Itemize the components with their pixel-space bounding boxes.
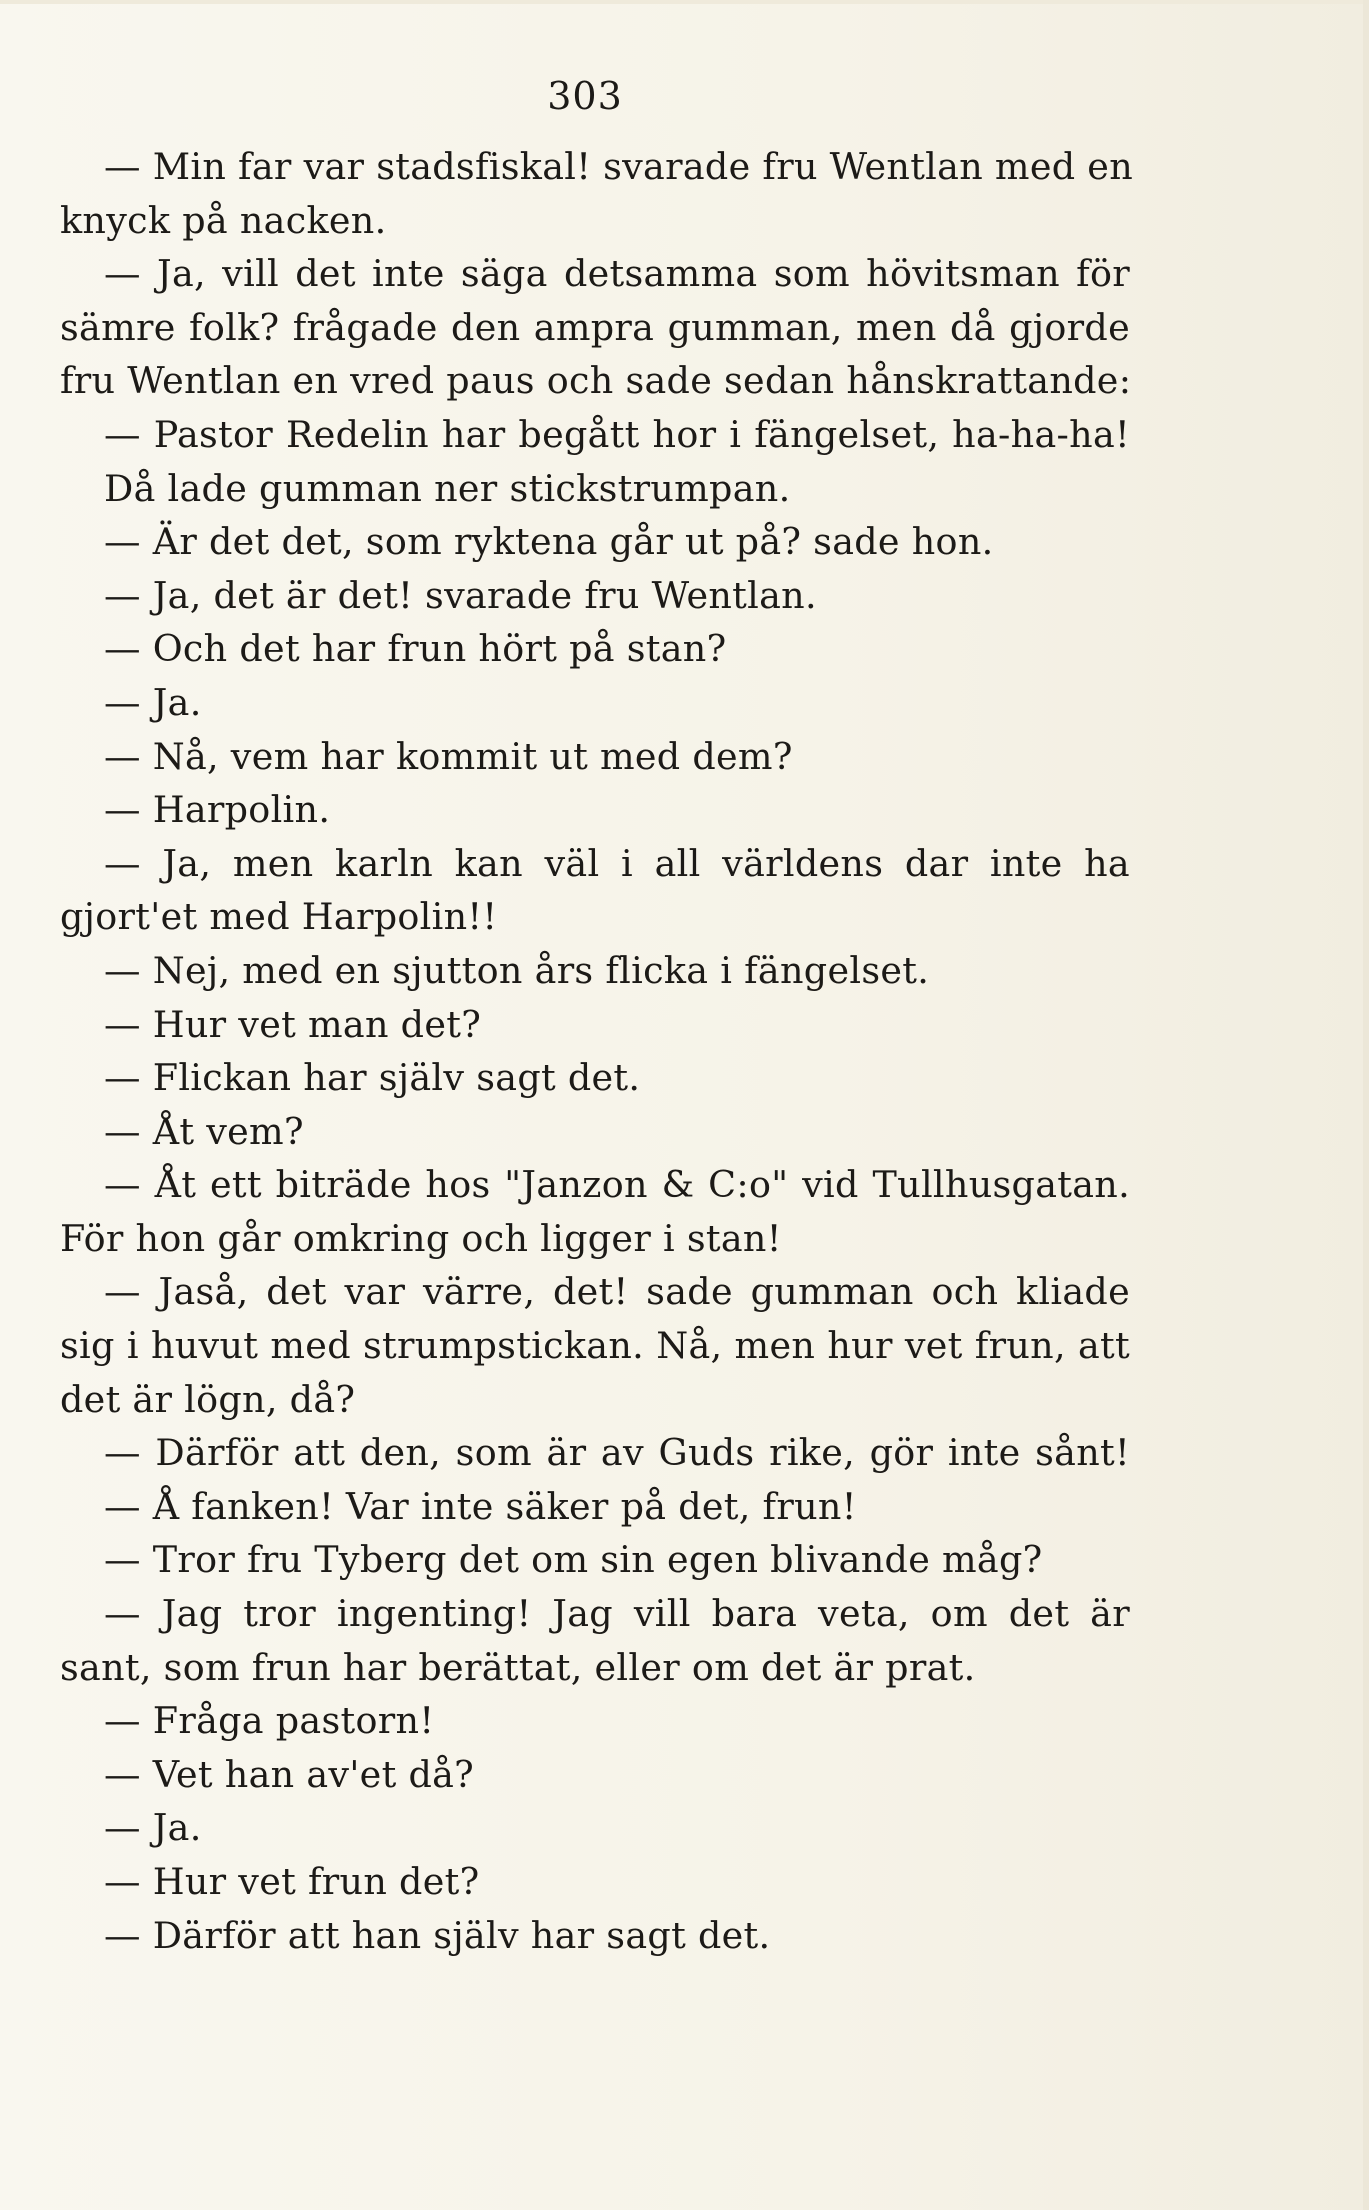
text-line: — Harpolin. — [104, 788, 331, 832]
page-right-edge — [1363, 0, 1369, 2210]
text-line: det är lögn, då? — [60, 1377, 356, 1421]
text-line: — Hur vet frun det? — [104, 1860, 480, 1903]
text-line: — Är det det, som ryktena går ut på? sade hon. — [104, 520, 994, 564]
text-line: — Och det har frun hört på stan? — [104, 627, 727, 671]
text-line: — Ja, men karln kan väl i all världens dar inte ha — [104, 841, 1130, 885]
page-number: 303 — [547, 74, 623, 118]
text-line: — Tror fru Tyberg det om sin egen blivande måg? — [104, 1538, 1043, 1582]
text-line: knyck på nacken. — [60, 198, 387, 242]
text-line: sämre folk? frågade den ampra gumman, men då gjorde — [60, 305, 1130, 349]
text-line: — Ja, vill det inte säga detsamma som hövitsman för — [104, 252, 1130, 296]
text-line: fru Wentlan en vred paus och sade sedan hånskrattande: — [60, 359, 1132, 403]
text-line: — Pastor Redelin har begått hor i fängelset, ha-ha-ha! — [104, 412, 1130, 456]
text-line: — Flickan har själv sagt det. — [104, 1056, 641, 1100]
text-line: — Hur vet man det? — [104, 1002, 482, 1046]
body-text — [60, 140, 1134, 1962]
text-line: sant, som frun har berättat, eller om det är prat. — [60, 1645, 976, 1689]
text-line: — Åt ett biträde hos "Janzon & C:o" vid Tullhusgatan. — [104, 1163, 1130, 1207]
text-line: — Därför att han själv har sagt det. — [104, 1913, 771, 1957]
text-line: — Å fanken! Var inte säker på det, frun! — [104, 1484, 857, 1528]
text-line: sig i huvut med strumpstickan. Nå, men hur vet frun, att — [60, 1324, 1130, 1368]
text-line: — Fråga pastorn! — [104, 1699, 435, 1743]
text-line: gjort'et med Harpolin!! — [60, 895, 498, 939]
text-line: — Min far var stadsfiskal! svarade fru Wentlan med en — [104, 145, 1134, 188]
text-line: — Åt vem? — [104, 1109, 304, 1153]
page-top-edge — [0, 0, 1369, 4]
text-line: — Ja. — [104, 1806, 202, 1850]
text-line: För hon går omkring och ligger i stan! — [60, 1216, 782, 1260]
text-line: Då lade gumman ner stickstrumpan. — [104, 466, 791, 510]
text-line: — Vet han av'et då? — [104, 1752, 475, 1796]
text-line: — Nå, vem har kommit ut med dem? — [104, 734, 793, 778]
text-line: — Nej, med en sjutton års flicka i fängelset. — [104, 948, 930, 992]
text-line: — Jag tror ingenting! Jag vill bara veta, om det är — [104, 1592, 1130, 1636]
text-line: — Jaså, det var värre, det! sade gumman och kliade — [104, 1270, 1130, 1314]
text-line: — Ja, det är det! svarade fru Wentlan. — [104, 573, 817, 617]
text-line: — Därför att den, som är av Guds rike, gör inte sånt! — [104, 1431, 1130, 1475]
text-line: — Ja. — [104, 680, 202, 724]
